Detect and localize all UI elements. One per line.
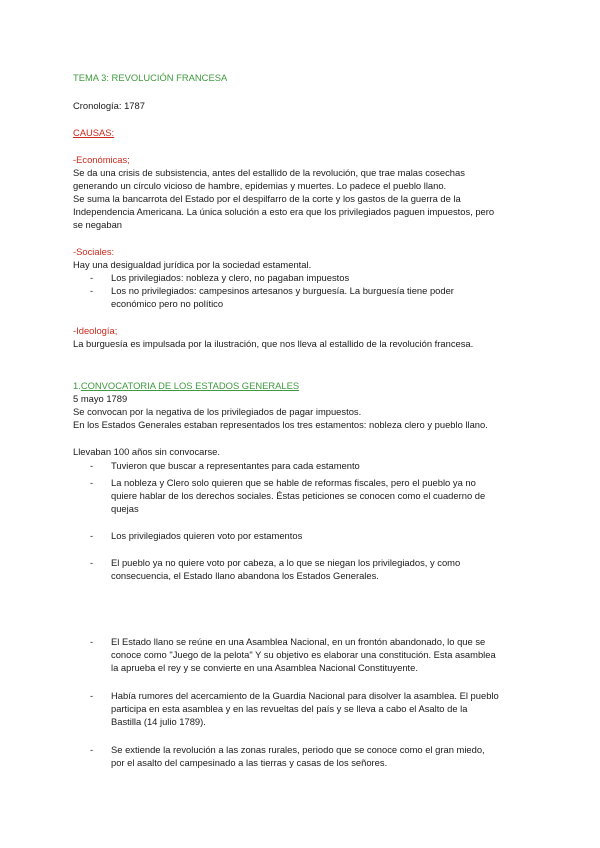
list-item <box>73 743 533 769</box>
section1-line: Se convocan por la negativa de los privilegiados de pagar impuestos. <box>73 406 362 417</box>
list-item <box>73 689 533 728</box>
section1-note: Llevaban 100 años sin convocarse. <box>73 446 220 457</box>
dash-bullet: - <box>90 744 94 755</box>
list-item-text: económico pero no político <box>111 298 224 309</box>
list-item <box>73 529 533 542</box>
list-item-text: Había rumores del acercamiento de la Guardia Nacional para disolver la asamblea. El pueblo <box>111 690 499 701</box>
document-title: TEMA 3: REVOLUCIÓN FRANCESA <box>73 72 228 83</box>
list-b-item-2 <box>73 689 533 728</box>
economic-line: Se suma la bancarrota del Estado por el despilfarro de la corte y los gastos de la guerra de la <box>73 193 461 204</box>
list-item <box>73 284 533 310</box>
list-item <box>73 476 533 515</box>
list-b-item-3 <box>73 743 533 769</box>
ideological-heading: -Ideología; <box>73 325 118 336</box>
list-item-text: consecuencia, el Estado llano abandona los Estados Generales. <box>111 570 379 581</box>
section1-number: 1. <box>73 380 81 391</box>
list-item <box>73 556 533 582</box>
list-a-item-1 <box>73 459 533 472</box>
chronology: Cronología: 1787 <box>73 100 145 111</box>
list-item-text: Los privilegiados: nobleza y clero, no pagaban impuestos <box>111 272 350 283</box>
section1-date: 5 mayo 1789 <box>73 393 128 404</box>
list-item-text: Tuvieron que buscar a representantes para cada estamento <box>111 460 360 471</box>
section1-heading-line <box>73 379 533 392</box>
list-item-text: El Estado llano se reúne en una Asamblea Nacional, en un frontón abandonado, lo que se <box>111 636 486 647</box>
list-item-text: conoce como "Juego de la pelota" Y su objetivo es elaborar una constitución. Esta asamblea <box>111 649 496 660</box>
list-item-text: Los privilegiados quieren voto por estamentos <box>111 530 303 541</box>
list-item-text: la aprueba el rey y se convierte en una Asamblea Nacional Constituyente. <box>111 662 418 673</box>
economic-line: Independencia Americana. La única solución a esto era que los privilegiados paguen impuestos, pero <box>73 206 495 217</box>
dash-bullet: - <box>90 557 94 568</box>
dash-bullet: - <box>90 636 94 647</box>
section1-line: En los Estados Generales estaban representados los tres estamentos: nobleza clero y pueblo llano. <box>73 419 488 430</box>
section1-paragraph <box>73 405 533 431</box>
list-a-item-3 <box>73 529 533 542</box>
economic-line: generando un círculo vicioso de hambre, epidemias y muertes. Lo padece el pueblo llano. <box>73 180 447 191</box>
social-list <box>73 271 533 310</box>
list-b-item-1 <box>73 635 533 674</box>
list-item-text: Bastilla (14 julio 1789). <box>111 716 206 727</box>
dash-bullet: - <box>90 272 94 283</box>
list-item-text: quiere hablar de los derechos sociales. Éstas peticiones se conocen como el cuaderno de <box>111 490 486 501</box>
ideological-text: La burguesía es impulsada por la ilustración, que nos lleva al estallido de la revolución francesa. <box>73 338 474 349</box>
list-item-text: por el asalto del campesinado a las tierras y casas de los señores. <box>111 757 388 768</box>
section1-heading: CONVOCATORIA DE LOS ESTADOS GENERALES <box>80 380 300 391</box>
list-item-text: quejas <box>111 503 139 514</box>
economic-line: se negaban <box>73 219 123 230</box>
list-item-text: Se extiende la revolución a las zonas rurales, periodo que se conoce como el gran miedo, <box>111 744 485 755</box>
dash-bullet: - <box>90 477 94 488</box>
list-item <box>73 271 533 284</box>
list-item <box>73 459 533 472</box>
economic-heading: -Económicas; <box>73 154 130 165</box>
economic-paragraph <box>73 166 533 231</box>
list-item-text: Los no privilegiados: campesinos artesanos y burguesía. La burguesía tiene poder <box>111 285 454 296</box>
list-item <box>73 635 533 674</box>
dash-bullet: - <box>90 690 94 701</box>
list-item-text: La nobleza y Clero solo quieren que se hable de reformas fiscales, pero el pueblo ya no <box>111 477 476 488</box>
list-item-text: participa en esta asamblea y en las revueltas del país y se lleva a cabo el Asalto de la <box>111 703 468 714</box>
social-heading: -Sociales: <box>73 246 115 257</box>
causes-heading: CAUSAS: <box>73 127 115 138</box>
dash-bullet: - <box>90 460 94 471</box>
economic-line: Se da una crisis de subsistencia, antes del estallido de la revolución, que trae malas cosechas <box>73 167 465 178</box>
social-intro: Hay una desigualdad jurídica por la sociedad estamental. <box>73 259 312 270</box>
dash-bullet: - <box>90 285 94 296</box>
dash-bullet: - <box>90 530 94 541</box>
list-a-item-2 <box>73 476 533 515</box>
list-a-item-4 <box>73 556 533 582</box>
list-item-text: El pueblo ya no quiere voto por cabeza, a lo que se niegan los privilegiados, y como <box>111 557 461 568</box>
